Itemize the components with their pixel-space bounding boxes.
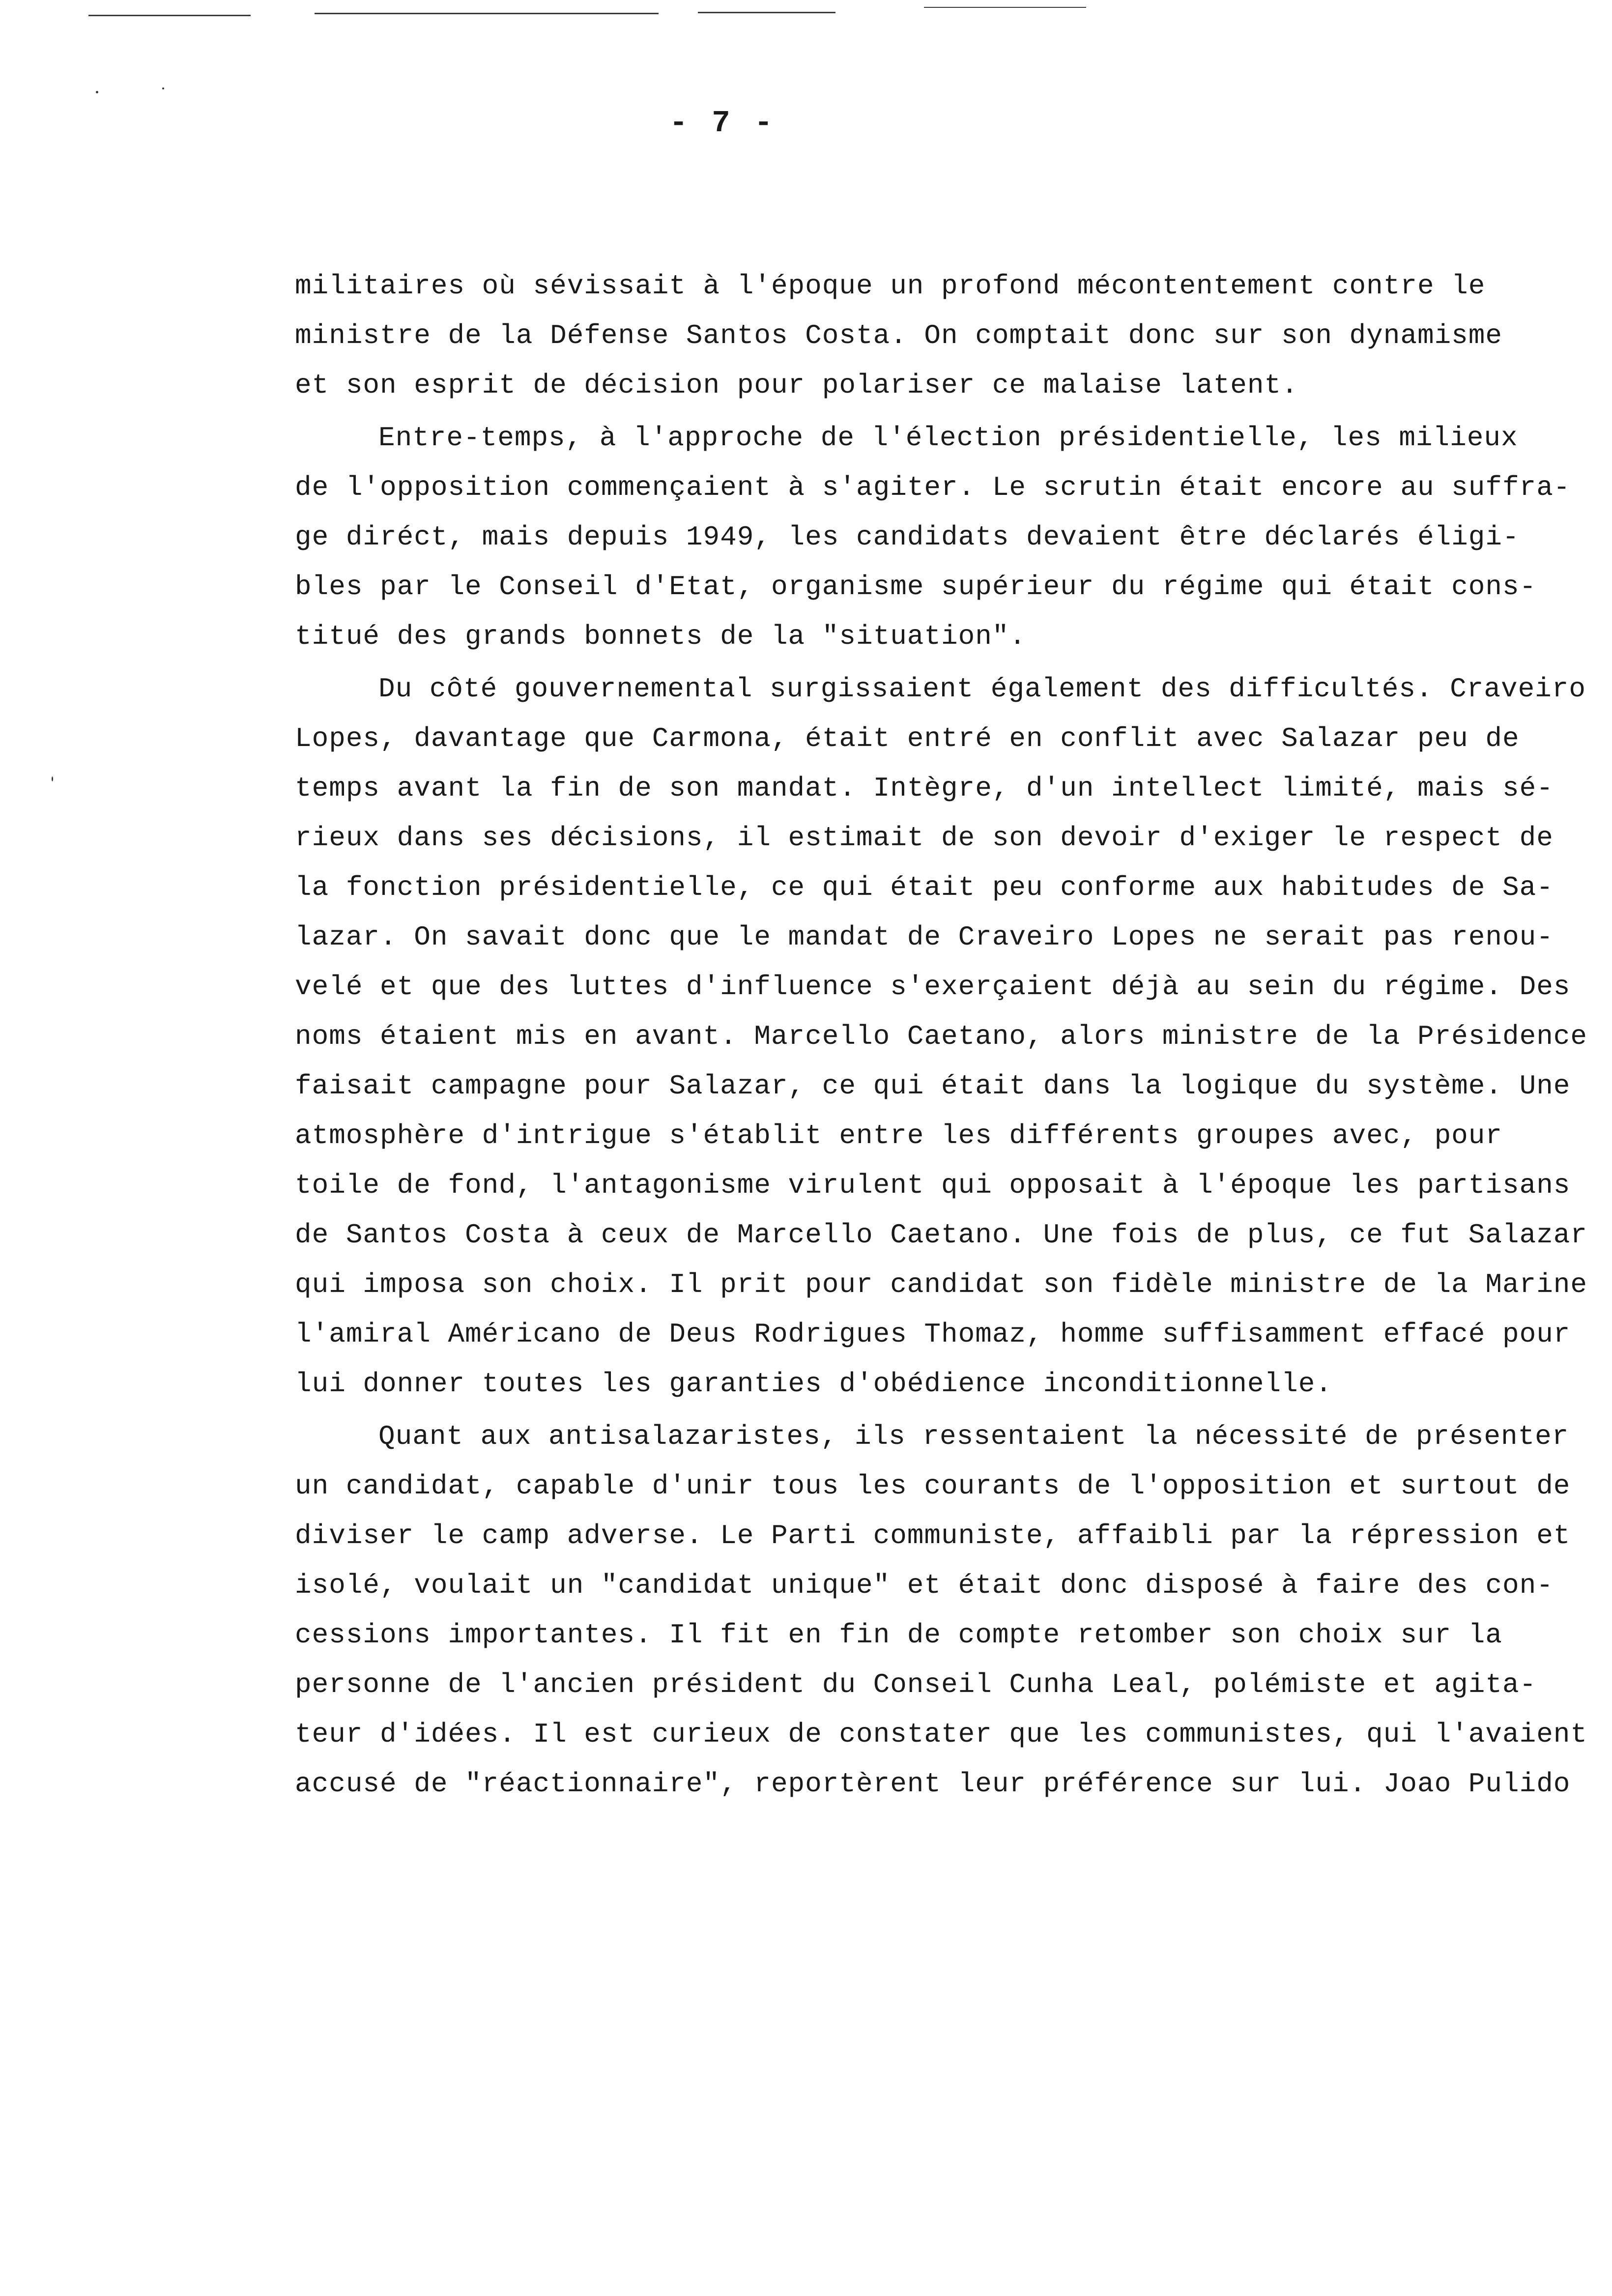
text-line: qui imposa son choix. Il prit pour candidat son fidèle ministre de la Marine <box>295 1269 1588 1300</box>
paragraph <box>295 664 1612 1409</box>
text-line: toile de fond, l'antagonisme virulent qui opposait à l'époque les partisans <box>295 1170 1571 1201</box>
text-line: et son esprit de décision pour polariser ce malaise latent. <box>295 370 1298 401</box>
text-line: velé et que des luttes d'influence s'exerçaient déjà au sein du régime. Des <box>295 971 1571 1003</box>
text-line: de Santos Costa à ceux de Marcello Caetano. Une fois de plus, ce fut Salazar <box>295 1219 1588 1251</box>
text-line: noms étaient mis en avant. Marcello Caetano, alors ministre de la Présidence <box>295 1021 1588 1052</box>
text-line: accusé de "réactionnaire", reportèrent leur préférence sur lui. Joao Pulido <box>295 1768 1571 1800</box>
text-line: personne de l'ancien président du Conseil Cunha Leal, polémiste et agita- <box>295 1669 1537 1700</box>
text-line: teur d'idées. Il est curieux de constater que les communistes, qui l'avaient <box>295 1719 1588 1750</box>
text-line: ministre de la Défense Santos Costa. On comptait donc sur son dynamisme <box>295 320 1502 351</box>
text-line: Quant aux antisalazaristes, ils ressentaient la nécessité de présenter <box>378 1421 1569 1452</box>
scan-speck <box>162 87 164 89</box>
text-line: militaires où sévissait à l'époque un profond mécontentement contre le <box>295 270 1486 302</box>
text-line: isolé, voulait un "candidat unique" et était donc disposé à faire des con- <box>295 1570 1554 1601</box>
text-line: titué des grands bonnets de la "situation". <box>295 621 1027 652</box>
text-line: faisait campagne pour Salazar, ce qui était dans la logique du système. Une <box>295 1070 1571 1102</box>
text-line: la fonction présidentielle, ce qui était peu conforme aux habitudes de Sa- <box>295 872 1554 903</box>
text-line: Du côté gouvernemental surgissaient également des difficultés. Craveiro <box>378 673 1586 705</box>
text-line: l'amiral Américano de Deus Rodrigues Thomaz, homme suffisamment effacé pour <box>295 1319 1571 1350</box>
scan-edge-mark <box>698 12 835 13</box>
text-line: lui donner toutes les garanties d'obédience inconditionnelle. <box>295 1368 1332 1400</box>
scan-speck <box>96 91 98 93</box>
paragraph <box>295 413 1612 661</box>
text-line: Lopes, davantage que Carmona, était entré en conflit avec Salazar peu de <box>295 723 1520 754</box>
paragraph <box>295 261 1612 410</box>
text-line: lazar. On savait donc que le mandat de Craveiro Lopes ne serait pas renou- <box>295 921 1554 953</box>
paragraph <box>295 1412 1612 1809</box>
text-line: temps avant la fin de son mandat. Intègre, d'un intellect limité, mais sé- <box>295 773 1554 804</box>
scan-speck <box>52 776 53 781</box>
text-line: atmosphère d'intrigue s'établit entre les différents groupes avec, pour <box>295 1120 1502 1151</box>
page-number: - 7 - <box>669 106 776 141</box>
text-line: rieux dans ses décisions, il estimait de son devoir d'exiger le respect de <box>295 822 1554 854</box>
text-line: Entre-temps, à l'approche de l'élection présidentielle, les milieux <box>378 422 1518 454</box>
text-line: bles par le Conseil d'Etat, organisme supérieur du régime qui était cons- <box>295 571 1537 603</box>
text-line: diviser le camp adverse. Le Parti communiste, affaibli par la répression et <box>295 1520 1571 1551</box>
text-line: un candidat, capable d'unir tous les courants de l'opposition et surtout de <box>295 1470 1571 1502</box>
scan-edge-mark <box>88 15 251 16</box>
scan-edge-mark <box>924 7 1086 8</box>
text-line: ge diréct, mais depuis 1949, les candidats devaient être déclarés éligi- <box>295 521 1520 553</box>
document-body <box>295 261 1612 1809</box>
scan-edge-mark <box>315 13 659 14</box>
text-line: cessions importantes. Il fit en fin de compte retomber son choix sur la <box>295 1619 1502 1651</box>
text-line: de l'opposition commençaient à s'agiter. Le scrutin était encore au suffra- <box>295 472 1571 503</box>
